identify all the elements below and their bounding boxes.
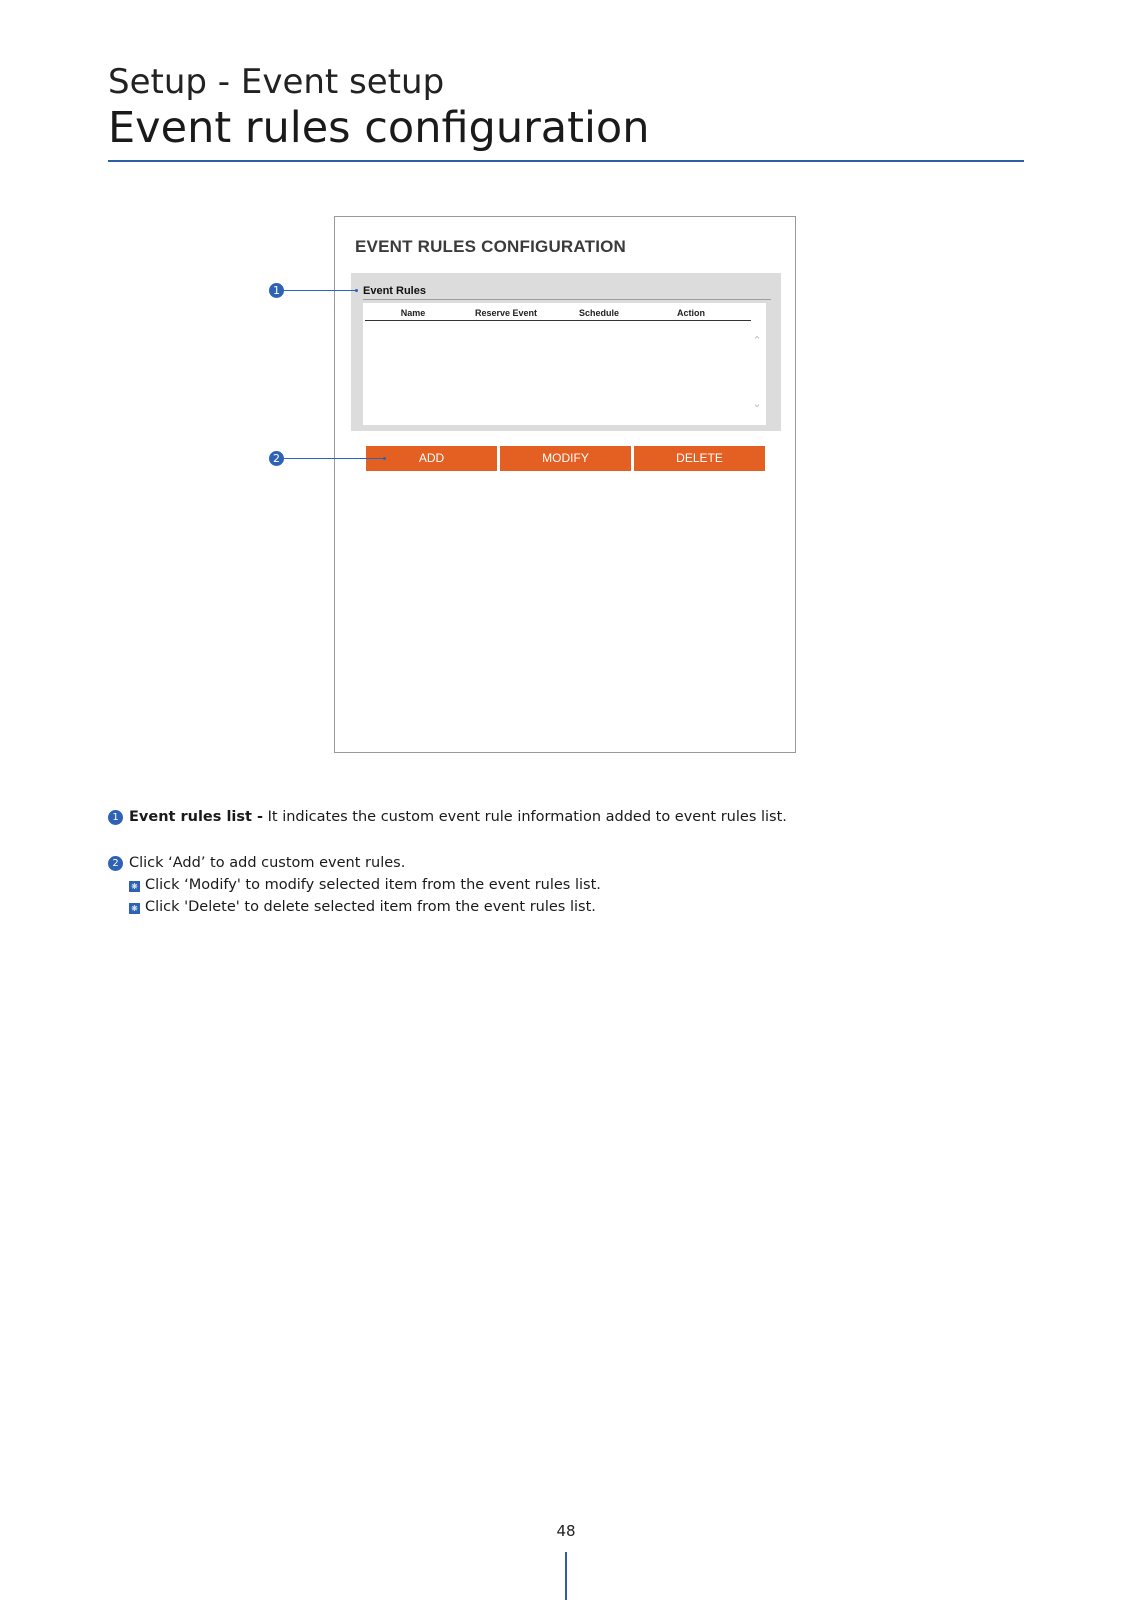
config-heading: EVENT RULES CONFIGURATION (355, 237, 627, 256)
item-2-number-icon: 2 (108, 856, 123, 871)
page-marker (565, 1552, 567, 1600)
screenshot-frame (334, 216, 796, 753)
panel-divider (363, 299, 771, 300)
item-1-term: Event rules list - (129, 809, 264, 825)
callout-2-badge: 2 (269, 451, 284, 466)
bullet-text-delete: Click 'Delete' to delete selected item from the event rules list. (145, 899, 596, 915)
event-rules-label: Event Rules (363, 285, 426, 297)
description-bullet (129, 875, 601, 895)
callout-1-badge: 1 (269, 283, 284, 298)
column-header-reserve-event[interactable]: Reserve Event (474, 308, 538, 318)
description-item-2 (108, 853, 405, 873)
bullet-text-modify: Click ‘Modify' to modify selected item from the event rules list. (145, 877, 601, 893)
event-rules-panel (351, 273, 781, 431)
event-rules-table[interactable] (363, 303, 766, 425)
add-button[interactable]: ADD (366, 446, 497, 471)
doc-header (108, 62, 1024, 154)
column-header-schedule[interactable]: Schedule (578, 308, 620, 318)
callout-1-line (284, 290, 356, 291)
callout-1-dot (355, 289, 358, 292)
bullet-icon: ❋ (129, 903, 140, 914)
description-item-1 (108, 807, 787, 827)
callout-2-line (284, 458, 384, 459)
item-2-text: Click ‘Add’ to add custom event rules. (129, 855, 406, 871)
scroll-down-icon[interactable]: ⌄ (752, 397, 762, 410)
title-divider (108, 160, 1024, 162)
delete-button[interactable]: DELETE (634, 446, 765, 471)
item-1-number-icon: 1 (108, 810, 123, 825)
scroll-up-icon[interactable]: ⌃ (752, 334, 762, 347)
header-divider (365, 320, 751, 321)
column-header-action[interactable]: Action (677, 308, 705, 318)
column-header-name[interactable]: Name (400, 308, 426, 318)
item-1-text: It indicates the custom event rule information added to event rules list. (263, 809, 787, 825)
modify-button[interactable]: MODIFY (500, 446, 631, 471)
page-number: 48 (556, 1522, 576, 1540)
bullet-icon: ❋ (129, 881, 140, 892)
description-bullet (129, 897, 596, 917)
page-title: Event rules configuration (108, 103, 650, 153)
callout-2-dot (383, 457, 386, 460)
section-title: Setup - Event setup (108, 62, 445, 102)
